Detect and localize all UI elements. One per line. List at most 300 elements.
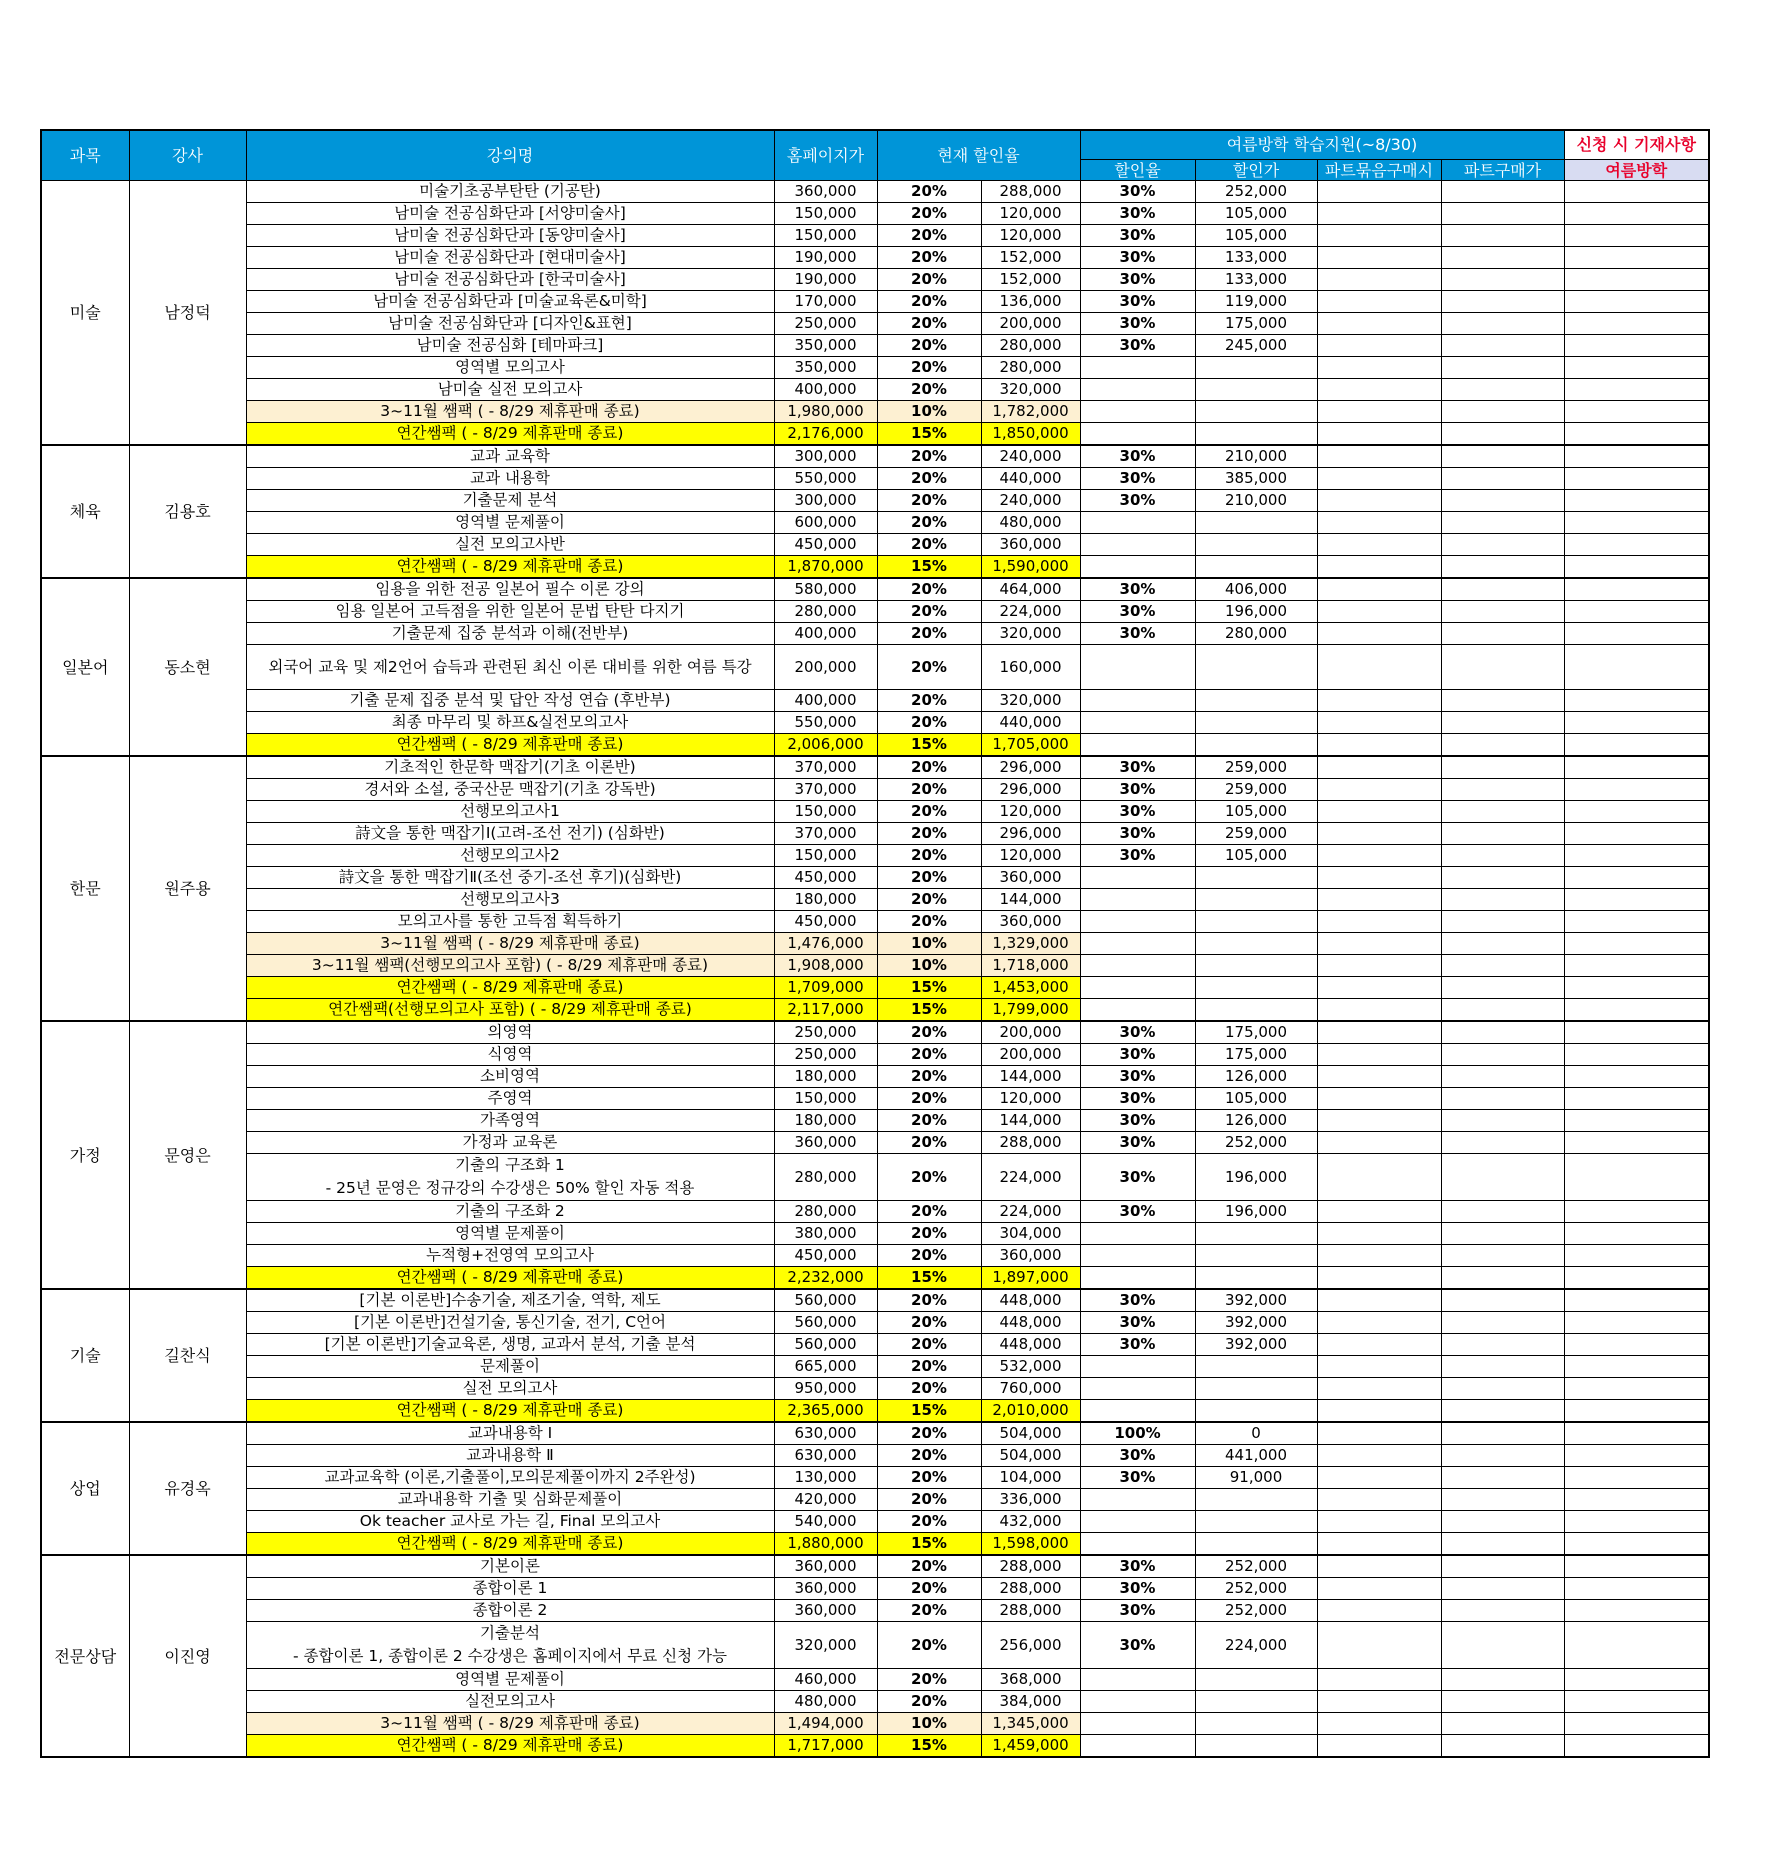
- current-price-cell: 2,010,000: [981, 1400, 1080, 1423]
- current-rate-cell: 20%: [877, 911, 981, 933]
- part-bundle-cell: [1317, 1713, 1441, 1735]
- current-price-cell: 200,000: [981, 1021, 1080, 1044]
- lecture-name-cell: 남미술 전공심화단과 [한국미술사]: [246, 269, 774, 291]
- summer-rate-cell: 30%: [1080, 1132, 1195, 1154]
- part-bundle-cell: [1317, 955, 1441, 977]
- current-price-cell: 120,000: [981, 845, 1080, 867]
- current-price-cell: 1,598,000: [981, 1533, 1080, 1556]
- current-price-cell: 256,000: [981, 1622, 1080, 1669]
- current-price-cell: 288,000: [981, 1132, 1080, 1154]
- summer-note-cell: [1564, 690, 1709, 712]
- header-apply-note: 신청 시 기재사항: [1564, 130, 1709, 160]
- homepage-price-cell: 630,000: [774, 1445, 877, 1467]
- summer-rate-cell: [1080, 379, 1195, 401]
- summer-note-cell: [1564, 335, 1709, 357]
- summer-rate-cell: 30%: [1080, 1312, 1195, 1334]
- summer-rate-cell: 30%: [1080, 779, 1195, 801]
- table-row: [41, 401, 1709, 423]
- summer-note-cell: [1564, 1555, 1709, 1578]
- current-rate-cell: 20%: [877, 291, 981, 313]
- summer-price-cell: [1195, 401, 1317, 423]
- current-rate-cell: 20%: [877, 1445, 981, 1467]
- part-bundle-cell: [1317, 1044, 1441, 1066]
- summer-rate-cell: 30%: [1080, 623, 1195, 645]
- current-rate-cell: 20%: [877, 1066, 981, 1088]
- current-price-cell: 200,000: [981, 313, 1080, 335]
- current-price-cell: 1,590,000: [981, 556, 1080, 579]
- homepage-price-cell: 250,000: [774, 313, 877, 335]
- summer-rate-cell: [1080, 1356, 1195, 1378]
- lecture-name-cell: 남미술 전공심화 [테마파크]: [246, 335, 774, 357]
- current-price-cell: 480,000: [981, 512, 1080, 534]
- summer-note-cell: [1564, 578, 1709, 601]
- part-bundle-cell: [1317, 181, 1441, 203]
- summer-price-cell: 126,000: [1195, 1110, 1317, 1132]
- part-price-cell: [1441, 977, 1564, 999]
- lecture-name-cell: 기출 문제 집중 분석 및 답안 작성 연습 (후반부): [246, 690, 774, 712]
- table-body: [41, 181, 1709, 1758]
- homepage-price-cell: 580,000: [774, 578, 877, 601]
- summer-rate-cell: [1080, 1511, 1195, 1533]
- lecture-name-cell: 의영역: [246, 1021, 774, 1044]
- lecture-name-cell: 3~11월 쌤팩 ( - 8/29 제휴판매 종료): [246, 933, 774, 955]
- summer-price-cell: 91,000: [1195, 1467, 1317, 1489]
- summer-rate-cell: [1080, 534, 1195, 556]
- summer-rate-cell: [1080, 955, 1195, 977]
- table-row: [41, 756, 1709, 779]
- part-price-cell: [1441, 225, 1564, 247]
- table-row: [41, 1021, 1709, 1044]
- summer-price-cell: 224,000: [1195, 1622, 1317, 1669]
- current-price-cell: 336,000: [981, 1489, 1080, 1511]
- part-bundle-cell: [1317, 1201, 1441, 1223]
- summer-note-cell: [1564, 999, 1709, 1022]
- table-row: [41, 645, 1709, 690]
- current-rate-cell: 15%: [877, 977, 981, 999]
- current-price-cell: 224,000: [981, 1154, 1080, 1201]
- header-teacher: 강사: [129, 130, 246, 181]
- table-row: [41, 1223, 1709, 1245]
- part-price-cell: [1441, 468, 1564, 490]
- current-price-cell: 160,000: [981, 645, 1080, 690]
- summer-rate-cell: [1080, 734, 1195, 757]
- summer-note-cell: [1564, 291, 1709, 313]
- current-price-cell: 224,000: [981, 601, 1080, 623]
- part-price-cell: [1441, 1110, 1564, 1132]
- table-row: [41, 955, 1709, 977]
- summer-price-cell: [1195, 1267, 1317, 1290]
- summer-price-cell: [1195, 534, 1317, 556]
- current-price-cell: 1,718,000: [981, 955, 1080, 977]
- current-price-cell: 304,000: [981, 1223, 1080, 1245]
- homepage-price-cell: 450,000: [774, 867, 877, 889]
- table-row: [41, 181, 1709, 203]
- current-price-cell: 280,000: [981, 335, 1080, 357]
- summer-note-cell: [1564, 1312, 1709, 1334]
- part-bundle-cell: [1317, 1066, 1441, 1088]
- current-rate-cell: 20%: [877, 845, 981, 867]
- current-rate-cell: 15%: [877, 1400, 981, 1423]
- summer-price-cell: 245,000: [1195, 335, 1317, 357]
- summer-note-cell: [1564, 1356, 1709, 1378]
- summer-rate-cell: [1080, 645, 1195, 690]
- summer-price-cell: 406,000: [1195, 578, 1317, 601]
- current-price-cell: 144,000: [981, 1066, 1080, 1088]
- current-price-cell: 152,000: [981, 247, 1080, 269]
- summer-note-cell: [1564, 801, 1709, 823]
- summer-rate-cell: [1080, 867, 1195, 889]
- summer-note-cell: [1564, 889, 1709, 911]
- table-row: [41, 1044, 1709, 1066]
- summer-note-cell: [1564, 490, 1709, 512]
- part-price-cell: [1441, 933, 1564, 955]
- table-row: [41, 1713, 1709, 1735]
- current-rate-cell: 20%: [877, 1356, 981, 1378]
- current-price-cell: 504,000: [981, 1445, 1080, 1467]
- summer-rate-cell: 30%: [1080, 1622, 1195, 1669]
- homepage-price-cell: 170,000: [774, 291, 877, 313]
- summer-rate-cell: 30%: [1080, 1066, 1195, 1088]
- lecture-note: - 종합이론 1, 종합이론 2 수강생은 홈페이지에서 무료 신청 가능: [293, 1647, 727, 1665]
- homepage-price-cell: 400,000: [774, 623, 877, 645]
- table-row: [41, 1132, 1709, 1154]
- part-bundle-cell: [1317, 1267, 1441, 1290]
- lecture-name-cell: 교과내용학 Ⅱ: [246, 1445, 774, 1467]
- homepage-price-cell: 1,880,000: [774, 1533, 877, 1556]
- table-row: [41, 1245, 1709, 1267]
- summer-note-cell: [1564, 1445, 1709, 1467]
- current-rate-cell: 20%: [877, 1622, 981, 1669]
- current-rate-cell: 20%: [877, 712, 981, 734]
- summer-note-cell: [1564, 1489, 1709, 1511]
- lecture-name-cell: 3~11월 쌤팩(선행모의고사 포함) ( - 8/29 제휴판매 종료): [246, 955, 774, 977]
- homepage-price-cell: 2,117,000: [774, 999, 877, 1022]
- summer-note-cell: [1564, 313, 1709, 335]
- table-row: [41, 1600, 1709, 1622]
- homepage-price-cell: 420,000: [774, 1489, 877, 1511]
- part-bundle-cell: [1317, 712, 1441, 734]
- lecture-name-cell: 기초적인 한문학 맥잡기(기초 이론반): [246, 756, 774, 779]
- summer-rate-cell: 30%: [1080, 1289, 1195, 1312]
- part-price-cell: [1441, 1088, 1564, 1110]
- part-price-cell: [1441, 845, 1564, 867]
- lecture-name-cell: 연간쌤팩 ( - 8/29 제휴판매 종료): [246, 556, 774, 579]
- current-rate-cell: 20%: [877, 1378, 981, 1400]
- current-rate-cell: 20%: [877, 1021, 981, 1044]
- current-price-cell: 240,000: [981, 490, 1080, 512]
- teacher-cell: 동소현: [129, 578, 246, 756]
- current-price-cell: 320,000: [981, 379, 1080, 401]
- part-bundle-cell: [1317, 291, 1441, 313]
- summer-rate-cell: 30%: [1080, 1578, 1195, 1600]
- lecture-name-cell: Ok teacher 교사로 가는 길, Final 모의고사: [246, 1511, 774, 1533]
- current-rate-cell: 20%: [877, 247, 981, 269]
- summer-price-cell: [1195, 1735, 1317, 1758]
- lecture-name-cell: [246, 1622, 774, 1669]
- summer-note-cell: [1564, 1110, 1709, 1132]
- lecture-name-cell: 詩文을 통한 맥잡기Ⅱ(조선 중기-조선 후기)(심화반): [246, 867, 774, 889]
- part-price-cell: [1441, 556, 1564, 579]
- lecture-note: - 25년 문영은 정규강의 수강생은 50% 할인 자동 적용: [325, 1179, 695, 1197]
- lecture-name-cell: 교과 내용학: [246, 468, 774, 490]
- lecture-name-cell: [246, 1154, 774, 1201]
- summer-note-cell: [1564, 512, 1709, 534]
- part-bundle-cell: [1317, 445, 1441, 468]
- table-row: [41, 1445, 1709, 1467]
- current-rate-cell: 10%: [877, 933, 981, 955]
- summer-rate-cell: [1080, 690, 1195, 712]
- summer-note-cell: [1564, 534, 1709, 556]
- current-rate-cell: 20%: [877, 357, 981, 379]
- summer-rate-cell: [1080, 512, 1195, 534]
- summer-note-cell: [1564, 379, 1709, 401]
- lecture-name-cell: 기출문제 집중 분석과 이해(전반부): [246, 623, 774, 645]
- homepage-price-cell: 150,000: [774, 203, 877, 225]
- part-price-cell: [1441, 490, 1564, 512]
- part-price-cell: [1441, 1044, 1564, 1066]
- summer-rate-cell: [1080, 1735, 1195, 1758]
- homepage-price-cell: 460,000: [774, 1669, 877, 1691]
- lecture-name-cell: 모의고사를 통한 고득점 획득하기: [246, 911, 774, 933]
- subject-cell: 한문: [41, 756, 129, 1021]
- subject-cell: 가정: [41, 1021, 129, 1289]
- homepage-price-cell: 370,000: [774, 756, 877, 779]
- part-price-cell: [1441, 1223, 1564, 1245]
- part-bundle-cell: [1317, 1400, 1441, 1423]
- homepage-price-cell: 320,000: [774, 1622, 877, 1669]
- current-price-cell: 1,453,000: [981, 977, 1080, 999]
- lecture-name-cell: 남미술 전공심화단과 [디자인&표현]: [246, 313, 774, 335]
- lecture-name-cell: 남미술 전공심화단과 [서양미술사]: [246, 203, 774, 225]
- part-bundle-cell: [1317, 1445, 1441, 1467]
- homepage-price-cell: 280,000: [774, 1154, 877, 1201]
- summer-price-cell: [1195, 645, 1317, 690]
- part-price-cell: [1441, 690, 1564, 712]
- part-bundle-cell: [1317, 490, 1441, 512]
- summer-note-cell: [1564, 756, 1709, 779]
- current-price-cell: 288,000: [981, 1578, 1080, 1600]
- part-price-cell: [1441, 955, 1564, 977]
- table-row: [41, 1422, 1709, 1445]
- homepage-price-cell: 250,000: [774, 1021, 877, 1044]
- teacher-cell: 이진영: [129, 1555, 246, 1757]
- summer-rate-cell: [1080, 1533, 1195, 1556]
- lecture-name-cell: 남미술 전공심화단과 [미술교육론&미학]: [246, 291, 774, 313]
- current-price-cell: 296,000: [981, 756, 1080, 779]
- current-price-cell: 296,000: [981, 779, 1080, 801]
- lecture-name-cell: 기출문제 분석: [246, 490, 774, 512]
- summer-price-cell: 0: [1195, 1422, 1317, 1445]
- part-price-cell: [1441, 423, 1564, 446]
- current-price-cell: 240,000: [981, 445, 1080, 468]
- part-price-cell: [1441, 712, 1564, 734]
- summer-price-cell: 280,000: [1195, 623, 1317, 645]
- part-bundle-cell: [1317, 623, 1441, 645]
- part-bundle-cell: [1317, 779, 1441, 801]
- table-row: [41, 291, 1709, 313]
- part-bundle-cell: [1317, 645, 1441, 690]
- part-price-cell: [1441, 1356, 1564, 1378]
- summer-rate-cell: 30%: [1080, 181, 1195, 203]
- summer-rate-cell: 30%: [1080, 1110, 1195, 1132]
- lecture-name-cell: 가족영역: [246, 1110, 774, 1132]
- header-current-discount: 현재 할인율: [877, 130, 1080, 181]
- lecture-name: 기출분석: [480, 1624, 540, 1642]
- homepage-price-cell: 360,000: [774, 1555, 877, 1578]
- current-price-cell: 360,000: [981, 867, 1080, 889]
- lecture-name-cell: 임용을 위한 전공 일본어 필수 이론 강의: [246, 578, 774, 601]
- summer-rate-cell: 30%: [1080, 291, 1195, 313]
- summer-price-cell: [1195, 379, 1317, 401]
- part-bundle-cell: [1317, 1334, 1441, 1356]
- current-rate-cell: 20%: [877, 490, 981, 512]
- lecture-name-cell: 경서와 소설, 중국산문 맥잡기(기초 강독반): [246, 779, 774, 801]
- summer-price-cell: [1195, 1400, 1317, 1423]
- table-row: [41, 247, 1709, 269]
- current-rate-cell: 20%: [877, 1691, 981, 1713]
- summer-price-cell: [1195, 999, 1317, 1022]
- current-rate-cell: 20%: [877, 645, 981, 690]
- subject-cell: 미술: [41, 181, 129, 446]
- part-price-cell: [1441, 1511, 1564, 1533]
- homepage-price-cell: 950,000: [774, 1378, 877, 1400]
- lecture-name-cell: 선행모의고사3: [246, 889, 774, 911]
- part-price-cell: [1441, 1021, 1564, 1044]
- part-price-cell: [1441, 623, 1564, 645]
- teacher-cell: 원주용: [129, 756, 246, 1021]
- lecture-name-cell: 교과내용학 Ⅰ: [246, 1422, 774, 1445]
- current-rate-cell: 20%: [877, 313, 981, 335]
- table-row: [41, 335, 1709, 357]
- summer-rate-cell: [1080, 401, 1195, 423]
- part-price-cell: [1441, 1600, 1564, 1622]
- current-rate-cell: 20%: [877, 1110, 981, 1132]
- current-rate-cell: 20%: [877, 335, 981, 357]
- summer-rate-cell: 30%: [1080, 1154, 1195, 1201]
- table-header: [41, 130, 1709, 181]
- current-rate-cell: 20%: [877, 203, 981, 225]
- current-rate-cell: 20%: [877, 225, 981, 247]
- lecture-name-cell: 연간쌤팩 ( - 8/29 제휴판매 종료): [246, 1400, 774, 1423]
- summer-price-cell: 175,000: [1195, 1021, 1317, 1044]
- teacher-cell: 남정덕: [129, 181, 246, 446]
- summer-note-cell: [1564, 1223, 1709, 1245]
- part-bundle-cell: [1317, 401, 1441, 423]
- summer-price-cell: [1195, 867, 1317, 889]
- table-row: [41, 1555, 1709, 1578]
- homepage-price-cell: 300,000: [774, 445, 877, 468]
- current-rate-cell: 20%: [877, 1044, 981, 1066]
- table-row: [41, 1356, 1709, 1378]
- homepage-price-cell: 2,365,000: [774, 1400, 877, 1423]
- homepage-price-cell: 550,000: [774, 468, 877, 490]
- table-row: [41, 1110, 1709, 1132]
- part-bundle-cell: [1317, 933, 1441, 955]
- table-row: [41, 845, 1709, 867]
- homepage-price-cell: 180,000: [774, 1066, 877, 1088]
- part-bundle-cell: [1317, 1132, 1441, 1154]
- lecture-name-cell: 영역별 문제풀이: [246, 1223, 774, 1245]
- subject-cell: 상업: [41, 1422, 129, 1555]
- part-price-cell: [1441, 1555, 1564, 1578]
- current-price-cell: 448,000: [981, 1312, 1080, 1334]
- summer-rate-cell: [1080, 357, 1195, 379]
- homepage-price-cell: 540,000: [774, 1511, 877, 1533]
- summer-rate-cell: [1080, 712, 1195, 734]
- part-bundle-cell: [1317, 335, 1441, 357]
- part-bundle-cell: [1317, 1223, 1441, 1245]
- part-price-cell: [1441, 401, 1564, 423]
- current-rate-cell: 20%: [877, 1154, 981, 1201]
- current-price-cell: 1,897,000: [981, 1267, 1080, 1290]
- part-bundle-cell: [1317, 1245, 1441, 1267]
- current-rate-cell: 20%: [877, 779, 981, 801]
- part-bundle-cell: [1317, 867, 1441, 889]
- table-row: [41, 1378, 1709, 1400]
- part-price-cell: [1441, 1467, 1564, 1489]
- current-price-cell: 320,000: [981, 623, 1080, 645]
- lecture-name-cell: 연간쌤팩 ( - 8/29 제휴판매 종료): [246, 1533, 774, 1556]
- summer-rate-cell: 30%: [1080, 1445, 1195, 1467]
- table-row: [41, 1489, 1709, 1511]
- lecture-name-cell: [기본 이론반]기술교육론, 생명, 교과서 분석, 기출 분석: [246, 1334, 774, 1356]
- part-price-cell: [1441, 1154, 1564, 1201]
- summer-rate-cell: 30%: [1080, 1044, 1195, 1066]
- part-price-cell: [1441, 734, 1564, 757]
- part-price-cell: [1441, 203, 1564, 225]
- homepage-price-cell: 190,000: [774, 247, 877, 269]
- homepage-price-cell: 1,980,000: [774, 401, 877, 423]
- homepage-price-cell: 450,000: [774, 534, 877, 556]
- part-bundle-cell: [1317, 1669, 1441, 1691]
- lecture-name-cell: 종합이론 1: [246, 1578, 774, 1600]
- homepage-price-cell: 280,000: [774, 1201, 877, 1223]
- part-price-cell: [1441, 313, 1564, 335]
- part-price-cell: [1441, 1201, 1564, 1223]
- homepage-price-cell: 480,000: [774, 1691, 877, 1713]
- summer-rate-cell: [1080, 933, 1195, 955]
- summer-rate-cell: 100%: [1080, 1422, 1195, 1445]
- table-row: [41, 801, 1709, 823]
- homepage-price-cell: 630,000: [774, 1422, 877, 1445]
- summer-price-cell: 119,000: [1195, 291, 1317, 313]
- teacher-cell: 김용호: [129, 445, 246, 578]
- summer-price-cell: [1195, 1356, 1317, 1378]
- teacher-cell: 유경옥: [129, 1422, 246, 1555]
- summer-rate-cell: [1080, 1378, 1195, 1400]
- summer-price-cell: 133,000: [1195, 247, 1317, 269]
- summer-price-cell: 196,000: [1195, 1154, 1317, 1201]
- summer-price-cell: 126,000: [1195, 1066, 1317, 1088]
- part-bundle-cell: [1317, 756, 1441, 779]
- lecture-name-cell: 3~11월 쌤팩 ( - 8/29 제휴판매 종료): [246, 401, 774, 423]
- table-row: [41, 1622, 1709, 1669]
- summer-note-cell: [1564, 1132, 1709, 1154]
- summer-rate-cell: [1080, 999, 1195, 1022]
- part-bundle-cell: [1317, 203, 1441, 225]
- summer-note-cell: [1564, 712, 1709, 734]
- summer-note-cell: [1564, 1245, 1709, 1267]
- table-row: [41, 779, 1709, 801]
- current-rate-cell: 20%: [877, 269, 981, 291]
- summer-rate-cell: 30%: [1080, 1021, 1195, 1044]
- homepage-price-cell: 400,000: [774, 379, 877, 401]
- summer-note-cell: [1564, 1713, 1709, 1735]
- part-bundle-cell: [1317, 977, 1441, 999]
- part-price-cell: [1441, 1334, 1564, 1356]
- summer-rate-cell: 30%: [1080, 468, 1195, 490]
- summer-rate-cell: 30%: [1080, 1201, 1195, 1223]
